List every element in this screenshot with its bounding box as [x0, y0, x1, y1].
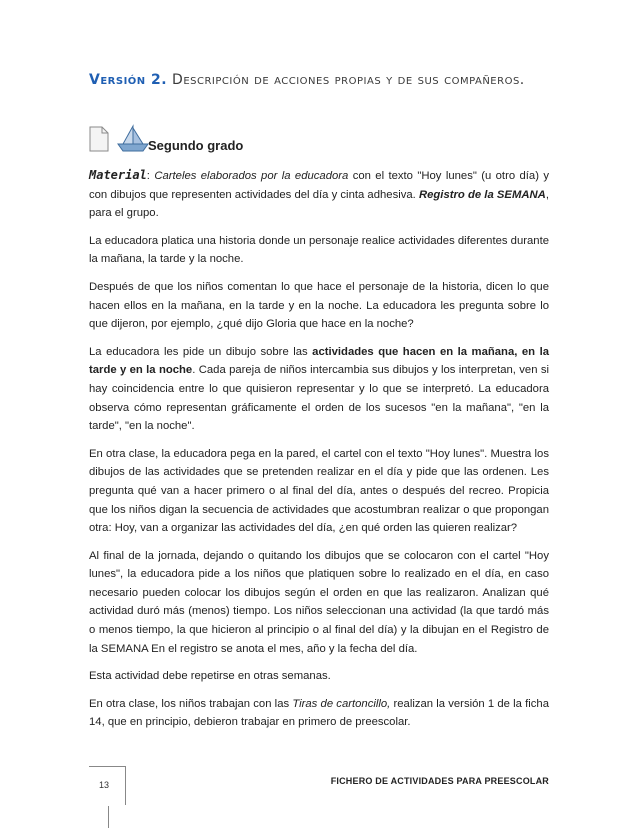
- page-footer: [89, 776, 549, 826]
- section-heading: [89, 71, 549, 90]
- text-run: En otra clase, los niños trabajan con las: [89, 697, 293, 710]
- text-run: :: [146, 170, 155, 182]
- section-title: Descripción de acciones propias y de sus compañeros.: [167, 72, 525, 88]
- footer-title: FICHERO DE ACTIVIDADES PARA PREESCOLAR: [330, 776, 549, 786]
- paragraph-5: En otra clase, la educadora pega en la pared, el cartel con el texto "Hoy lunes". Muestra los dibujos de las actividades que se pretenden realizar en el día y pide que las ordenen. Les pregunta qué van a hacer primero o al final del día, antes o después del recreo. Propicia que los niños digan la secuencia de actividades que acostumbran realizar o que propongan otra: Hoy, van a organizar las actividades del día, ¿en qué orden las quieren realizar?: [89, 447, 549, 535]
- grade-row: [89, 124, 389, 160]
- text-run-bold-italic: Registro de la SEMANA: [418, 188, 546, 201]
- text-run-bold: actividades que hacen en la mañana, en la tarde y en la noche: [89, 345, 549, 377]
- paragraph-material: [89, 166, 549, 223]
- text-run-italic: Carteles elaborados por la educadora: [154, 170, 349, 182]
- text-run: , para el grupo.: [89, 188, 549, 220]
- grade-label: Segundo grado: [148, 138, 244, 153]
- page-number-divider: [108, 806, 109, 828]
- paragraph-3: Después de que los niños comentan lo que hace el personaje de la historia, dicen lo que hacen ellos en la mañana, en la tarde y en la noche. La educadora les pregunta sobre lo que dijeron, por ejemplo, ¿qué dijo Gloria que hace en la noche?: [89, 280, 549, 331]
- version-label: Versión 2.: [89, 72, 168, 88]
- page-number: 13: [99, 780, 110, 790]
- text-run: realizan la versión 1 de la ficha 14, que en principio, debieron trabajar en primero de preescolar.: [89, 697, 549, 729]
- paragraph-8: [89, 695, 549, 732]
- paragraph-7: Esta actividad debe repetirse en otras semanas.: [89, 670, 331, 683]
- paragraph-2: La educadora platica una historia donde un personaje realice actividades diferentes durante la mañana, la tarde y la noche.: [89, 234, 549, 266]
- text-run: . Cada pareja de niños intercambia sus dibujos y los interpretan, ven si hay coincidencia entre lo que quisieron representar y lo que se interpretó. La educadora observa cómo representan gráficamente el orden de los sucesos "en la mañana", "en la tarde", "en la noche".: [89, 364, 549, 433]
- material-label: Material: [89, 168, 147, 182]
- page-number-box: [89, 766, 126, 805]
- paper-boat-icon: [116, 124, 150, 154]
- document-icon: [89, 126, 109, 152]
- paragraph-4: [89, 343, 549, 436]
- paragraph-6: Al final de la jornada, dejando o quitando los dibujos que se colocaron con el cartel "Hoy lunes", la educadora pide a los niños que platiquen sobre lo realizado en el día, en caso necesario pueden colocar los dibujos según el orden en que las realizaron. Analizan qué actividad duró más (menos) tiempo. Los niños seleccionan una actividad (la que tardó más o menos tiempo, la que hicieron al principio o al final del día) y la dibujan en el Registro de la SEMANA En el registro se anota el mes, año y la fecha del día.: [89, 549, 549, 655]
- text-run: La educadora les pide un dibujo sobre las: [89, 345, 313, 358]
- text-run-italic: Tiras de cartoncillo,: [292, 697, 391, 710]
- text-run: con el texto "Hoy lunes" (u otro día) y con dibujos que representen actividades del día y cinta adhesiva.: [89, 170, 549, 201]
- document-body: [89, 166, 549, 741]
